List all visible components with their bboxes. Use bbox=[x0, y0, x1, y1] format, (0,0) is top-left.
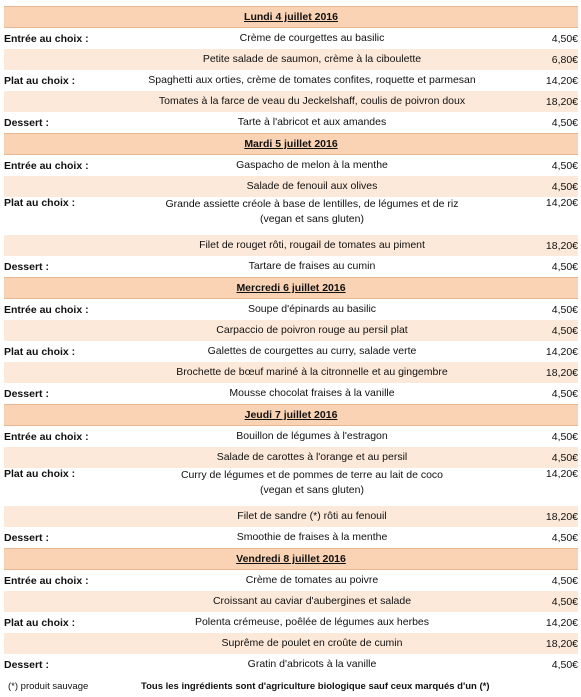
menu-row bbox=[4, 299, 578, 321]
dish-price: 4,50€ bbox=[512, 447, 578, 468]
course-label bbox=[4, 176, 112, 197]
dish-price: 18,20€ bbox=[512, 362, 578, 383]
dish-price: 4,50€ bbox=[551, 574, 579, 587]
dish-price: 18,20€ bbox=[512, 506, 578, 527]
day-header bbox=[4, 549, 578, 570]
dish-cell bbox=[112, 91, 512, 112]
dish-price: 14,20€ bbox=[545, 197, 579, 209]
day-header bbox=[4, 405, 578, 426]
menu-row bbox=[4, 383, 578, 405]
day-title: Mardi 5 juillet 2016 bbox=[4, 134, 578, 155]
dish-name: Gaspacho de melon à la menthe bbox=[236, 159, 388, 171]
dish-price: 4,50€ bbox=[551, 658, 579, 671]
dish-price: 18,20€ bbox=[512, 91, 578, 112]
dish-cell bbox=[112, 70, 512, 91]
day-title: Mercredi 6 juillet 2016 bbox=[4, 278, 578, 299]
dish-cell bbox=[112, 299, 512, 321]
course-label: Plat au choix : bbox=[4, 345, 76, 358]
dish-name: Salade de carottes à l'orange et au persil bbox=[216, 451, 408, 463]
menu-row bbox=[4, 426, 578, 448]
dish-cell bbox=[112, 176, 512, 197]
course-label bbox=[4, 506, 112, 527]
course-label bbox=[4, 362, 112, 383]
dish-name: Mousse chocolat fraises à la vanille bbox=[229, 387, 395, 399]
course-label: Plat au choix : bbox=[4, 616, 76, 629]
course-label bbox=[4, 447, 112, 468]
day-title: Lundi 4 juillet 2016 bbox=[4, 7, 578, 28]
dish-name: Spaghetti aux orties, crème de tomates confites, roquette et parmesan bbox=[148, 74, 476, 86]
day-title: Vendredi 8 juillet 2016 bbox=[4, 549, 578, 570]
dish-price: 4,50€ bbox=[512, 591, 578, 612]
dish-price: 4,50€ bbox=[551, 260, 579, 273]
course-label: Dessert : bbox=[4, 260, 49, 273]
dish-price: 14,20€ bbox=[545, 616, 579, 629]
menu-row bbox=[4, 197, 578, 235]
dish-price: 18,20€ bbox=[512, 235, 578, 256]
dish-name: Salade de fenouil aux olives bbox=[246, 180, 378, 192]
menu-row bbox=[4, 447, 578, 468]
dish-cell bbox=[112, 155, 512, 177]
dish-cell bbox=[112, 235, 512, 256]
dish-cell bbox=[112, 383, 512, 405]
menu-row bbox=[4, 468, 578, 506]
dish-cell bbox=[112, 362, 512, 383]
course-label bbox=[4, 591, 112, 612]
dish-price: 4,50€ bbox=[512, 320, 578, 341]
dish-price: 4,50€ bbox=[551, 531, 579, 544]
course-label: Entrée au choix : bbox=[4, 430, 89, 443]
menu-row bbox=[4, 49, 578, 70]
dish-name: Tomates à la farce de veau du Jeckelshaff, coulis de poivron doux bbox=[158, 95, 466, 107]
dish-price: 18,20€ bbox=[512, 633, 578, 654]
dish-cell bbox=[112, 28, 512, 50]
course-label bbox=[4, 320, 112, 341]
dish-price: 4,50€ bbox=[551, 159, 579, 172]
dish-price: 14,20€ bbox=[545, 345, 579, 358]
dish-price: 4,50€ bbox=[551, 387, 579, 400]
menu-row bbox=[4, 112, 578, 134]
course-label bbox=[4, 633, 112, 654]
dish-cell bbox=[112, 570, 512, 592]
menu-row bbox=[4, 633, 578, 654]
dish-name: Filet de rouget rôti, rougail de tomates au piment bbox=[199, 239, 425, 251]
day-title: Jeudi 7 juillet 2016 bbox=[4, 405, 578, 426]
dish-name: Carpaccio de poivron rouge au persil plat bbox=[216, 324, 408, 336]
course-label: Entrée au choix : bbox=[4, 159, 89, 172]
dish-price: 4,50€ bbox=[551, 303, 579, 316]
menu-row bbox=[4, 527, 578, 549]
dish-name: Petite salade de saumon, crème à la ciboulette bbox=[202, 53, 422, 65]
menu-row bbox=[4, 341, 578, 362]
dish-price: 6,80€ bbox=[512, 49, 578, 70]
dish-price: 4,50€ bbox=[551, 430, 579, 443]
menu-row bbox=[4, 612, 578, 633]
menu-row bbox=[4, 256, 578, 278]
dish-cell bbox=[112, 447, 512, 468]
dish-name: Brochette de bœuf mariné à la citronnelle et au gingembre bbox=[176, 366, 448, 378]
menu-row bbox=[4, 28, 578, 50]
dish-cell bbox=[112, 341, 512, 362]
menu-row bbox=[4, 235, 578, 256]
course-label: Dessert : bbox=[4, 531, 49, 544]
course-label bbox=[4, 49, 112, 70]
menu-row bbox=[4, 591, 578, 612]
dish-price: 4,50€ bbox=[551, 116, 579, 129]
dish-price: 14,20€ bbox=[545, 468, 579, 480]
course-label bbox=[4, 235, 112, 256]
dish-name: Crème de courgettes au basilic bbox=[239, 32, 385, 44]
dish-cell bbox=[112, 527, 512, 549]
menu-table bbox=[4, 6, 578, 675]
footer-note: (*) produit sauvage bbox=[8, 681, 89, 692]
dish-price: 14,20€ bbox=[545, 74, 579, 87]
menu-row bbox=[4, 362, 578, 383]
dish-note: (vegan et sans gluten) bbox=[260, 484, 364, 496]
dish-name: Soupe d'épinards au basilic bbox=[247, 303, 377, 315]
dish-name: Tartare de fraises au cumin bbox=[248, 260, 376, 272]
dish-cell bbox=[112, 49, 512, 70]
dish-name: Tarte à l'abricot et aux amandes bbox=[237, 116, 387, 128]
dish-name: Curry de légumes et de pommes de terre au lait de coco bbox=[180, 469, 444, 481]
menu-row bbox=[4, 70, 578, 91]
day-header bbox=[4, 7, 578, 28]
dish-cell bbox=[112, 612, 512, 633]
course-label: Dessert : bbox=[4, 658, 49, 671]
dish-cell bbox=[112, 654, 512, 675]
course-label: Plat au choix : bbox=[4, 197, 76, 209]
course-label bbox=[4, 91, 112, 112]
dish-cell bbox=[112, 256, 512, 278]
dish-cell bbox=[112, 468, 512, 506]
course-label: Plat au choix : bbox=[4, 74, 76, 87]
dish-name: Smoothie de fraises à la menthe bbox=[236, 531, 388, 543]
course-label: Dessert : bbox=[4, 387, 49, 400]
dish-name: Filet de sandre (*) rôti au fenouil bbox=[237, 510, 387, 522]
dish-note: (vegan et sans gluten) bbox=[260, 213, 364, 225]
course-label: Entrée au choix : bbox=[4, 574, 89, 587]
day-header bbox=[4, 278, 578, 299]
day-header bbox=[4, 134, 578, 155]
dish-price: 4,50€ bbox=[512, 176, 578, 197]
dish-cell bbox=[112, 197, 512, 235]
dish-price: 4,50€ bbox=[551, 32, 579, 45]
menu-row bbox=[4, 91, 578, 112]
dish-name: Gratin d'abricots à la vanille bbox=[247, 658, 377, 670]
menu-row bbox=[4, 506, 578, 527]
course-label: Entrée au choix : bbox=[4, 32, 89, 45]
dish-name: Galettes de courgettes au curry, salade verte bbox=[207, 345, 417, 357]
dish-cell bbox=[112, 506, 512, 527]
dish-name: Croissant au caviar d'aubergines et salade bbox=[212, 595, 412, 607]
menu-row bbox=[4, 570, 578, 592]
course-label: Plat au choix : bbox=[4, 468, 76, 480]
dish-cell bbox=[112, 112, 512, 134]
course-label: Entrée au choix : bbox=[4, 303, 89, 316]
dish-cell bbox=[112, 320, 512, 341]
menu-row bbox=[4, 320, 578, 341]
dish-name: Suprême de poulet en croûte de cumin bbox=[221, 637, 403, 649]
dish-name: Crème de tomates au poivre bbox=[245, 574, 379, 586]
footer-organic-notice: Tous les ingrédients sont d'agriculture biologique sauf ceux marqués d'un (*) bbox=[141, 681, 490, 692]
menu-row bbox=[4, 176, 578, 197]
menu-row bbox=[4, 155, 578, 177]
dish-cell bbox=[112, 426, 512, 448]
dish-name: Polenta crémeuse, poêlée de légumes aux herbes bbox=[194, 616, 430, 628]
dish-cell bbox=[112, 591, 512, 612]
dish-name: Grande assiette créole à base de lentilles, de légumes et de riz bbox=[165, 198, 459, 210]
dish-name: Bouillon de légumes à l'estragon bbox=[236, 430, 388, 442]
dish-cell bbox=[112, 633, 512, 654]
menu-row bbox=[4, 654, 578, 675]
course-label: Dessert : bbox=[4, 116, 49, 129]
